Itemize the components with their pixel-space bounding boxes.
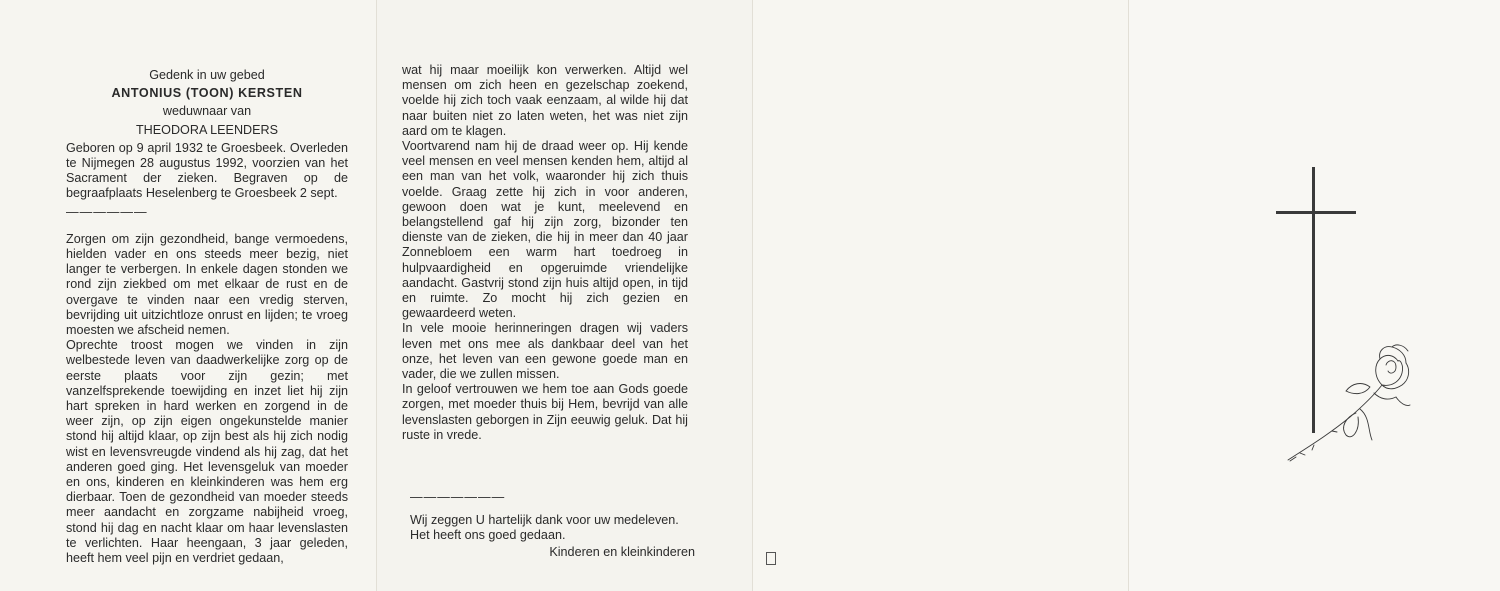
fold-line	[752, 0, 753, 591]
cross-icon	[1276, 167, 1356, 433]
fold-line	[1128, 0, 1129, 591]
panel-back	[752, 0, 1128, 591]
spouse-name: THEODORA LEENDERS	[135, 122, 279, 137]
deceased-name: ANTONIUS (TOON) KERSTEN	[111, 86, 303, 101]
life-dates: Geboren op 9 april 1932 te Groesbeek. Overleden te Nijmegen 28 augustus 1992, voorzien van het Sacrament der zieken. Begraven op de begraafplaats Heselenberg te Groesbeek 2 sept.	[66, 140, 348, 201]
paragraph-1: Zorgen om zijn gezondheid, bange vermoedens, hielden vader en ons steeds meer bezig, niet langer te verbergen. In enkele dagen stonden we rond zijn ziekbed om met elkaar de rust en de overgave te vinden naar een vredig sterven, bevrijding uit uitzichtloze onrust en lijden; te vroeg moesten we afscheid nemen.	[66, 231, 348, 338]
rose-icon	[1288, 345, 1410, 461]
fold-line	[376, 0, 377, 591]
paragraph-3: wat hij maar moeilijk kon verwerken. Altijd wel mensen om zich heen en gezelschap zoekend, voelde hij zich toch vaak eenzaam, al wilde hij dat naar buiten niet zo laten weten, het was niet zijn aard om te klagen.	[402, 63, 688, 138]
signature: Kinderen en kleinkinderen	[549, 544, 695, 559]
divider: ———————	[410, 490, 506, 504]
paragraph-6: In geloof vertrouwen we hem toe aan Gods goede zorgen, met moeder thuis bij Hem, bevrijd van alle levenslasten geborgen in Zijn eeuwig geluk. Dat hij ruste in vrede.	[402, 382, 688, 442]
relation-text: weduwnaar van	[162, 104, 252, 119]
header-remember: Gedenk in uw gebed	[149, 68, 265, 82]
thanks-line-2: Het heeft ons goed gedaan.	[410, 528, 566, 543]
thanks-block	[410, 490, 695, 572]
divider: ——————	[66, 204, 148, 219]
card-left-column	[66, 68, 348, 566]
paragraph-4: Voortvarend nam hij de draad weer op. Hij kende veel mensen en veel mensen kenden hem, altijd al een man van het volk, waaronder hij zich thuis voelde. Graag zette hij zich in voor anderen, gewoon doen wat je kunt, meelevend en belangstellend gaf hij zijn zorg, bizonder ten dienste van de zieken, die hij in meer dan 40 jaar Zonnebloem een warm hart toedroeg in hulpvaardigheid en opgeruimde vriendelijke aandacht. Gastvrij stond zijn huis altijd open, in tijd en ruimte. Zo mocht hij zich gezien en gewaardeerd weten.	[402, 139, 688, 321]
card-right-column	[402, 63, 688, 443]
paragraph-5: In vele mooie herinneringen dragen wij vaders leven met ons mee als dankbaar deel van het onze, het leven van een gewone goede man en vader, die we zullen missen.	[402, 321, 688, 382]
thanks-line-1: Wij zeggen U hartelijk dank voor uw medeleven.	[410, 513, 679, 528]
paragraph-2: Oprechte troost mogen we vinden in zijn welbestede leven van daadwerkelijke zorg op de eerste plaats voor zijn gezin; met vanzelfsprekende toewijding en inzet liet hij zijn hart spreken in hard werken en zorgend in de weer zijn, op zijn eigen ongekunstelde manier stond hij altijd klaar, op zijn best als hij zich nodig wist en levensvreugde vindend als hij zag, dat het anderen goed ging. Het levensgeluk van moeder en ons, kinderen en kleinkinderen was hem erg dierbaar. Toen de gezondheid van moeder steeds meer aandacht en zorgzame nabijheid vroeg, stond hij dag en nacht klaar om haar levenslasten te verlichten. Haar heengaan, 3 jaar geleden, heeft hem veel pijn en verdriet gedaan,	[66, 338, 348, 566]
cross-with-rose	[1260, 155, 1420, 475]
